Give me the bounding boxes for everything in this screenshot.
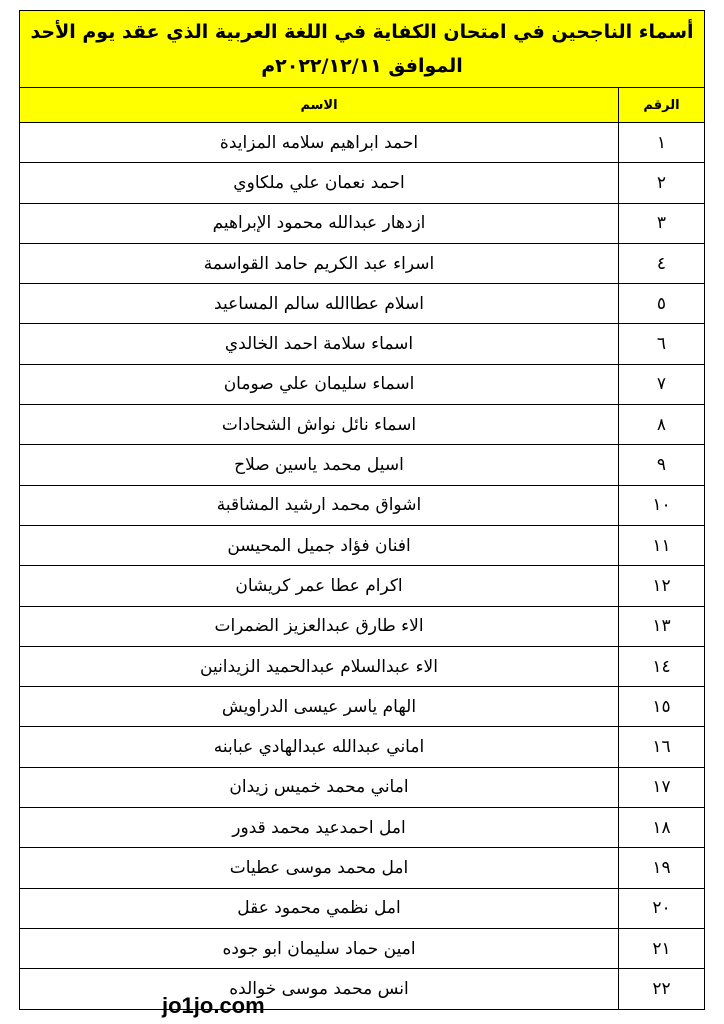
row-number: ٧ [619,364,705,404]
row-name: امين حماد سليمان ابو جوده [20,928,619,968]
table-row [20,445,705,485]
row-number: ٢٢ [619,969,705,1009]
row-number: ١٩ [619,848,705,888]
row-name: اكرام عطا عمر كريشان [20,566,619,606]
row-number: ٦ [619,324,705,364]
row-name: انس محمد موسى خوالده [20,969,619,1009]
table-row [20,969,705,1009]
row-number: ٢١ [619,928,705,968]
row-name: الهام ياسر عيسى الدراويش [20,687,619,727]
table-row [20,566,705,606]
row-number: ١٨ [619,808,705,848]
row-name: افنان فؤاد جميل المحيسن [20,525,619,565]
table-row [20,123,705,163]
row-name: الاء طارق عبدالعزيز الضمرات [20,606,619,646]
table-row [20,203,705,243]
row-name: اسماء سليمان علي صومان [20,364,619,404]
row-name: اسلام عطاالله سالم المساعيد [20,284,619,324]
page-title [20,11,705,88]
row-name: اسماء سلامة احمد الخالدي [20,324,619,364]
table-row [20,848,705,888]
row-number: ١٧ [619,767,705,807]
title-line-2: الموافق ٢٠٢٢/١٢/١١م [261,55,463,77]
results-table [19,10,705,1010]
row-number: ١٤ [619,646,705,686]
table-row [20,324,705,364]
header-number: الرقم [619,88,705,123]
row-name: امل نظمي محمود عقل [20,888,619,928]
row-number: ١ [619,123,705,163]
row-number: ١٦ [619,727,705,767]
row-number: ١٠ [619,485,705,525]
table-row [20,364,705,404]
table-row [20,808,705,848]
table-row [20,284,705,324]
row-number: ١٢ [619,566,705,606]
table-row [20,888,705,928]
row-number: ٢ [619,163,705,203]
site-watermark: jo1jo.com [162,993,265,1018]
row-name: احمد نعمان علي ملكاوي [20,163,619,203]
table-row [20,687,705,727]
table-row [20,606,705,646]
table-row [20,163,705,203]
table-row [20,243,705,283]
row-name: اسماء نائل نواش الشحادات [20,405,619,445]
row-name: اشواق محمد ارشيد المشاقبة [20,485,619,525]
row-number: ١٣ [619,606,705,646]
row-number: ٥ [619,284,705,324]
table-row [20,928,705,968]
table-row [20,646,705,686]
row-name: احمد ابراهيم سلامه المزايدة [20,123,619,163]
row-number: ٢٠ [619,888,705,928]
row-name: ازدهار عبدالله محمود الإبراهيم [20,203,619,243]
row-name: اسراء عبد الكريم حامد القواسمة [20,243,619,283]
table-row [20,727,705,767]
table-header-row [20,88,705,123]
row-name: اماني محمد خميس زيدان [20,767,619,807]
row-name: اماني عبدالله عبدالهادي عبابنه [20,727,619,767]
row-number: ٤ [619,243,705,283]
row-name: اسيل محمد ياسين صلاح [20,445,619,485]
row-name: امل محمد موسى عطيات [20,848,619,888]
table-row [20,405,705,445]
title-line-1: أسماء الناجحين في امتحان الكفاية في اللغة العربية الذي عقد يوم الأحد [30,21,694,43]
row-number: ١٥ [619,687,705,727]
row-number: ١١ [619,525,705,565]
row-number: ٩ [619,445,705,485]
table-body [20,123,705,1010]
row-name: الاء عبدالسلام عبدالحميد الزيدانين [20,646,619,686]
row-name: امل احمدعيد محمد قدور [20,808,619,848]
row-number: ٣ [619,203,705,243]
table-row [20,485,705,525]
header-name: الاسم [20,88,619,123]
table-row [20,525,705,565]
row-number: ٨ [619,405,705,445]
table-row [20,767,705,807]
